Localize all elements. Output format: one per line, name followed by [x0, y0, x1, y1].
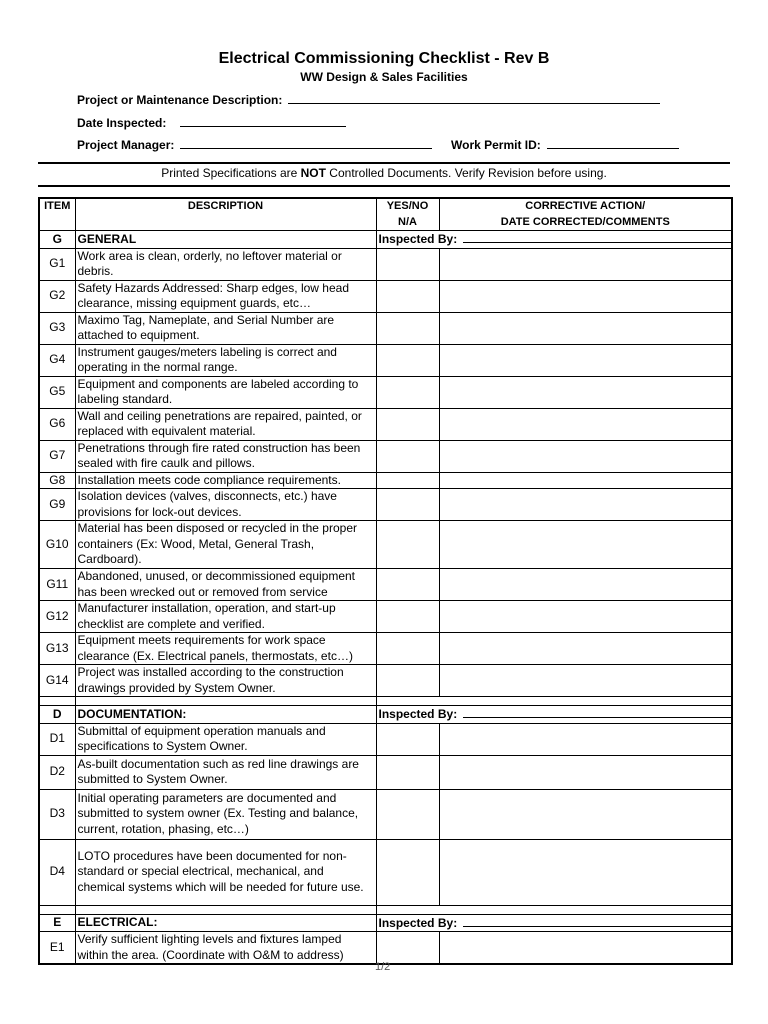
checklist-table — [38, 197, 733, 965]
date-inspected-blank[interactable] — [180, 115, 346, 127]
item-description: Verify sufficient lighting levels and fixtures lamped within the area. (Coordinate with O&M to address) — [75, 932, 376, 965]
yesno-cell[interactable] — [376, 839, 439, 905]
yesno-cell[interactable] — [376, 789, 439, 839]
item-description: Isolation devices (valves, disconnects, etc.) have provisions for lock-out devices. — [75, 489, 376, 521]
corrective-action-cell[interactable] — [439, 472, 732, 489]
item-id: G14 — [39, 665, 75, 697]
item-id: G9 — [39, 489, 75, 521]
item-id: D1 — [39, 723, 75, 755]
yesno-cell[interactable] — [376, 569, 439, 601]
corrective-action-cell[interactable] — [439, 633, 732, 665]
corrective-action-cell[interactable] — [439, 601, 732, 633]
item-id: E1 — [39, 932, 75, 965]
yesno-cell[interactable] — [376, 601, 439, 633]
date-inspected-field — [77, 115, 346, 130]
inspected-by-label: Inspected By: — [378, 232, 458, 246]
item-description: Instrument gauges/meters labeling is correct and operating in the normal range. — [75, 344, 376, 376]
yesno-cell[interactable] — [376, 665, 439, 697]
yesno-cell[interactable] — [376, 472, 439, 489]
col-action-line1: CORRECTIVE ACTION/ — [525, 200, 646, 212]
item-description: Penetrations through fire rated construction has been sealed with fire caulk and pillows. — [75, 440, 376, 472]
corrective-action-cell[interactable] — [439, 248, 732, 280]
table-row — [39, 248, 732, 280]
table-row — [39, 723, 732, 755]
corrective-action-cell[interactable] — [439, 569, 732, 601]
item-id: G10 — [39, 521, 75, 569]
corrective-action-cell[interactable] — [439, 408, 732, 440]
item-id: G13 — [39, 633, 75, 665]
section-name: DOCUMENTATION: — [75, 706, 376, 724]
item-id: G5 — [39, 376, 75, 408]
section-documentation-row — [39, 706, 732, 724]
work-permit-field — [451, 137, 679, 152]
yesno-cell[interactable] — [376, 408, 439, 440]
col-item-header: ITEM — [39, 198, 75, 231]
inspected-by-blank[interactable] — [463, 231, 731, 243]
item-id: G2 — [39, 280, 75, 312]
section-code: D — [39, 706, 75, 724]
corrective-action-cell[interactable] — [439, 280, 732, 312]
date-inspected-label: Date Inspected: — [77, 116, 167, 130]
yesno-cell[interactable] — [376, 440, 439, 472]
divider-bottom — [38, 185, 730, 187]
spacer-row — [39, 905, 732, 914]
yesno-cell[interactable] — [376, 755, 439, 789]
document-subtitle: WW Design & Sales Facilities — [300, 70, 468, 84]
yesno-cell[interactable] — [376, 932, 439, 965]
col-description-header: DESCRIPTION — [75, 198, 376, 231]
table-row — [39, 472, 732, 489]
table-row — [39, 665, 732, 697]
inspected-by-blank[interactable] — [463, 706, 731, 718]
inspected-by-field[interactable] — [376, 231, 732, 249]
item-id: G12 — [39, 601, 75, 633]
item-description: Material has been disposed or recycled in the proper containers (Ex: Wood, Metal, General Trash, Cardboard). — [75, 521, 376, 569]
project-description-blank[interactable] — [288, 92, 660, 104]
item-description: Work area is clean, orderly, no leftover material or debris. — [75, 248, 376, 280]
table-row — [39, 408, 732, 440]
corrective-action-cell[interactable] — [439, 723, 732, 755]
yesno-cell[interactable] — [376, 723, 439, 755]
item-description: Equipment and components are labeled according to labeling standard. — [75, 376, 376, 408]
item-id: D4 — [39, 839, 75, 905]
inspected-by-label: Inspected By: — [378, 707, 458, 721]
yesno-cell[interactable] — [376, 344, 439, 376]
item-id: G8 — [39, 472, 75, 489]
page-number: 1/2 — [375, 961, 391, 973]
project-manager-label: Project Manager: — [77, 138, 175, 152]
section-name: ELECTRICAL: — [75, 914, 376, 932]
table-row — [39, 789, 732, 839]
col-action-header — [439, 198, 732, 231]
table-row — [39, 633, 732, 665]
corrective-action-cell[interactable] — [439, 521, 732, 569]
item-id: G4 — [39, 344, 75, 376]
corrective-action-cell[interactable] — [439, 839, 732, 905]
corrective-action-cell[interactable] — [439, 440, 732, 472]
section-general-row — [39, 231, 732, 249]
table-header-row — [39, 198, 732, 231]
project-manager-blank[interactable] — [180, 137, 432, 149]
table-row — [39, 601, 732, 633]
divider-top — [38, 162, 730, 164]
item-description: Submittal of equipment operation manuals and specifications to System Owner. — [75, 723, 376, 755]
spacer-row — [39, 697, 732, 706]
item-id: D3 — [39, 789, 75, 839]
document-title: Electrical Commissioning Checklist - Rev B — [218, 50, 550, 67]
table-row — [39, 376, 732, 408]
table-row — [39, 839, 732, 905]
notice-pre: Printed Specifications are — [161, 166, 301, 180]
inspected-by-field[interactable] — [376, 914, 732, 932]
item-id: G3 — [39, 312, 75, 344]
item-description: Installation meets code compliance requirements. — [75, 472, 376, 489]
item-description: LOTO procedures have been documented for non-standard or special electrical, mechanical, and chemical systems which will be needed for future use. — [75, 839, 376, 905]
corrective-action-cell[interactable] — [439, 312, 732, 344]
col-yesno-line2: N/A — [398, 215, 417, 228]
project-description-field — [77, 92, 660, 107]
section-code: E — [39, 914, 75, 932]
inspected-by-label: Inspected By: — [378, 915, 458, 930]
notice-post: Controlled Documents. Verify Revision before using. — [325, 166, 607, 180]
item-description: Wall and ceiling penetrations are repaired, painted, or replaced with equivalent material. — [75, 408, 376, 440]
yesno-cell[interactable] — [376, 489, 439, 521]
table-row — [39, 755, 732, 789]
corrective-action-cell[interactable] — [439, 665, 732, 697]
item-description: Project was installed according to the construction drawings provided by System Owner. — [75, 665, 376, 697]
work-permit-label: Work Permit ID: — [451, 138, 541, 152]
corrective-action-cell[interactable] — [439, 789, 732, 839]
corrective-action-cell[interactable] — [439, 755, 732, 789]
item-description: Equipment meets requirements for work space clearance (Ex. Electrical panels, thermostats, etc…) — [75, 633, 376, 665]
yesno-cell[interactable] — [376, 521, 439, 569]
item-description: Abandoned, unused, or decommissioned equipment has been wrecked out or removed from service — [75, 569, 376, 601]
table-row — [39, 312, 732, 344]
item-description: Initial operating parameters are documented and submitted to system owner (Ex. Testing and balance, current, rotation, phasing, etc…) — [75, 789, 376, 839]
item-description: Safety Hazards Addressed: Sharp edges, low head clearance, missing equipment guards, etc… — [75, 280, 376, 312]
corrective-action-cell[interactable] — [439, 489, 732, 521]
section-electrical-row — [39, 914, 732, 932]
inspected-by-blank[interactable] — [463, 915, 731, 927]
table-row — [39, 344, 732, 376]
yesno-cell[interactable] — [376, 376, 439, 408]
corrective-action-cell[interactable] — [439, 932, 732, 965]
item-id: G11 — [39, 569, 75, 601]
table-row — [39, 280, 732, 312]
item-id: G6 — [39, 408, 75, 440]
table-row — [39, 489, 732, 521]
item-description: Maximo Tag, Nameplate, and Serial Number are attached to equipment. — [75, 312, 376, 344]
section-code: G — [39, 231, 75, 249]
table-row — [39, 521, 732, 569]
inspected-by-field[interactable] — [376, 706, 732, 724]
notice-text — [0, 166, 768, 180]
notice-bold: NOT — [300, 166, 326, 180]
item-id: G1 — [39, 248, 75, 280]
item-id: G7 — [39, 440, 75, 472]
work-permit-blank[interactable] — [547, 137, 679, 149]
corrective-action-cell[interactable] — [439, 376, 732, 408]
item-description: As-built documentation such as red line drawings are submitted to System Owner. — [75, 755, 376, 789]
project-description-label: Project or Maintenance Description: — [77, 93, 283, 107]
table-row — [39, 932, 732, 965]
section-name: GENERAL — [75, 231, 376, 249]
yesno-cell[interactable] — [376, 312, 439, 344]
col-action-line2: DATE CORRECTED/COMMENTS — [500, 215, 670, 228]
yesno-cell[interactable] — [376, 633, 439, 665]
col-yesno-line1: YES/NO — [386, 200, 429, 212]
col-yesno-header — [376, 198, 439, 231]
project-manager-field — [77, 137, 432, 152]
table-row — [39, 569, 732, 601]
yesno-cell[interactable] — [376, 248, 439, 280]
item-id: D2 — [39, 755, 75, 789]
yesno-cell[interactable] — [376, 280, 439, 312]
corrective-action-cell[interactable] — [439, 344, 732, 376]
item-description: Manufacturer installation, operation, and start-up checklist are complete and verified. — [75, 601, 376, 633]
table-row — [39, 440, 732, 472]
